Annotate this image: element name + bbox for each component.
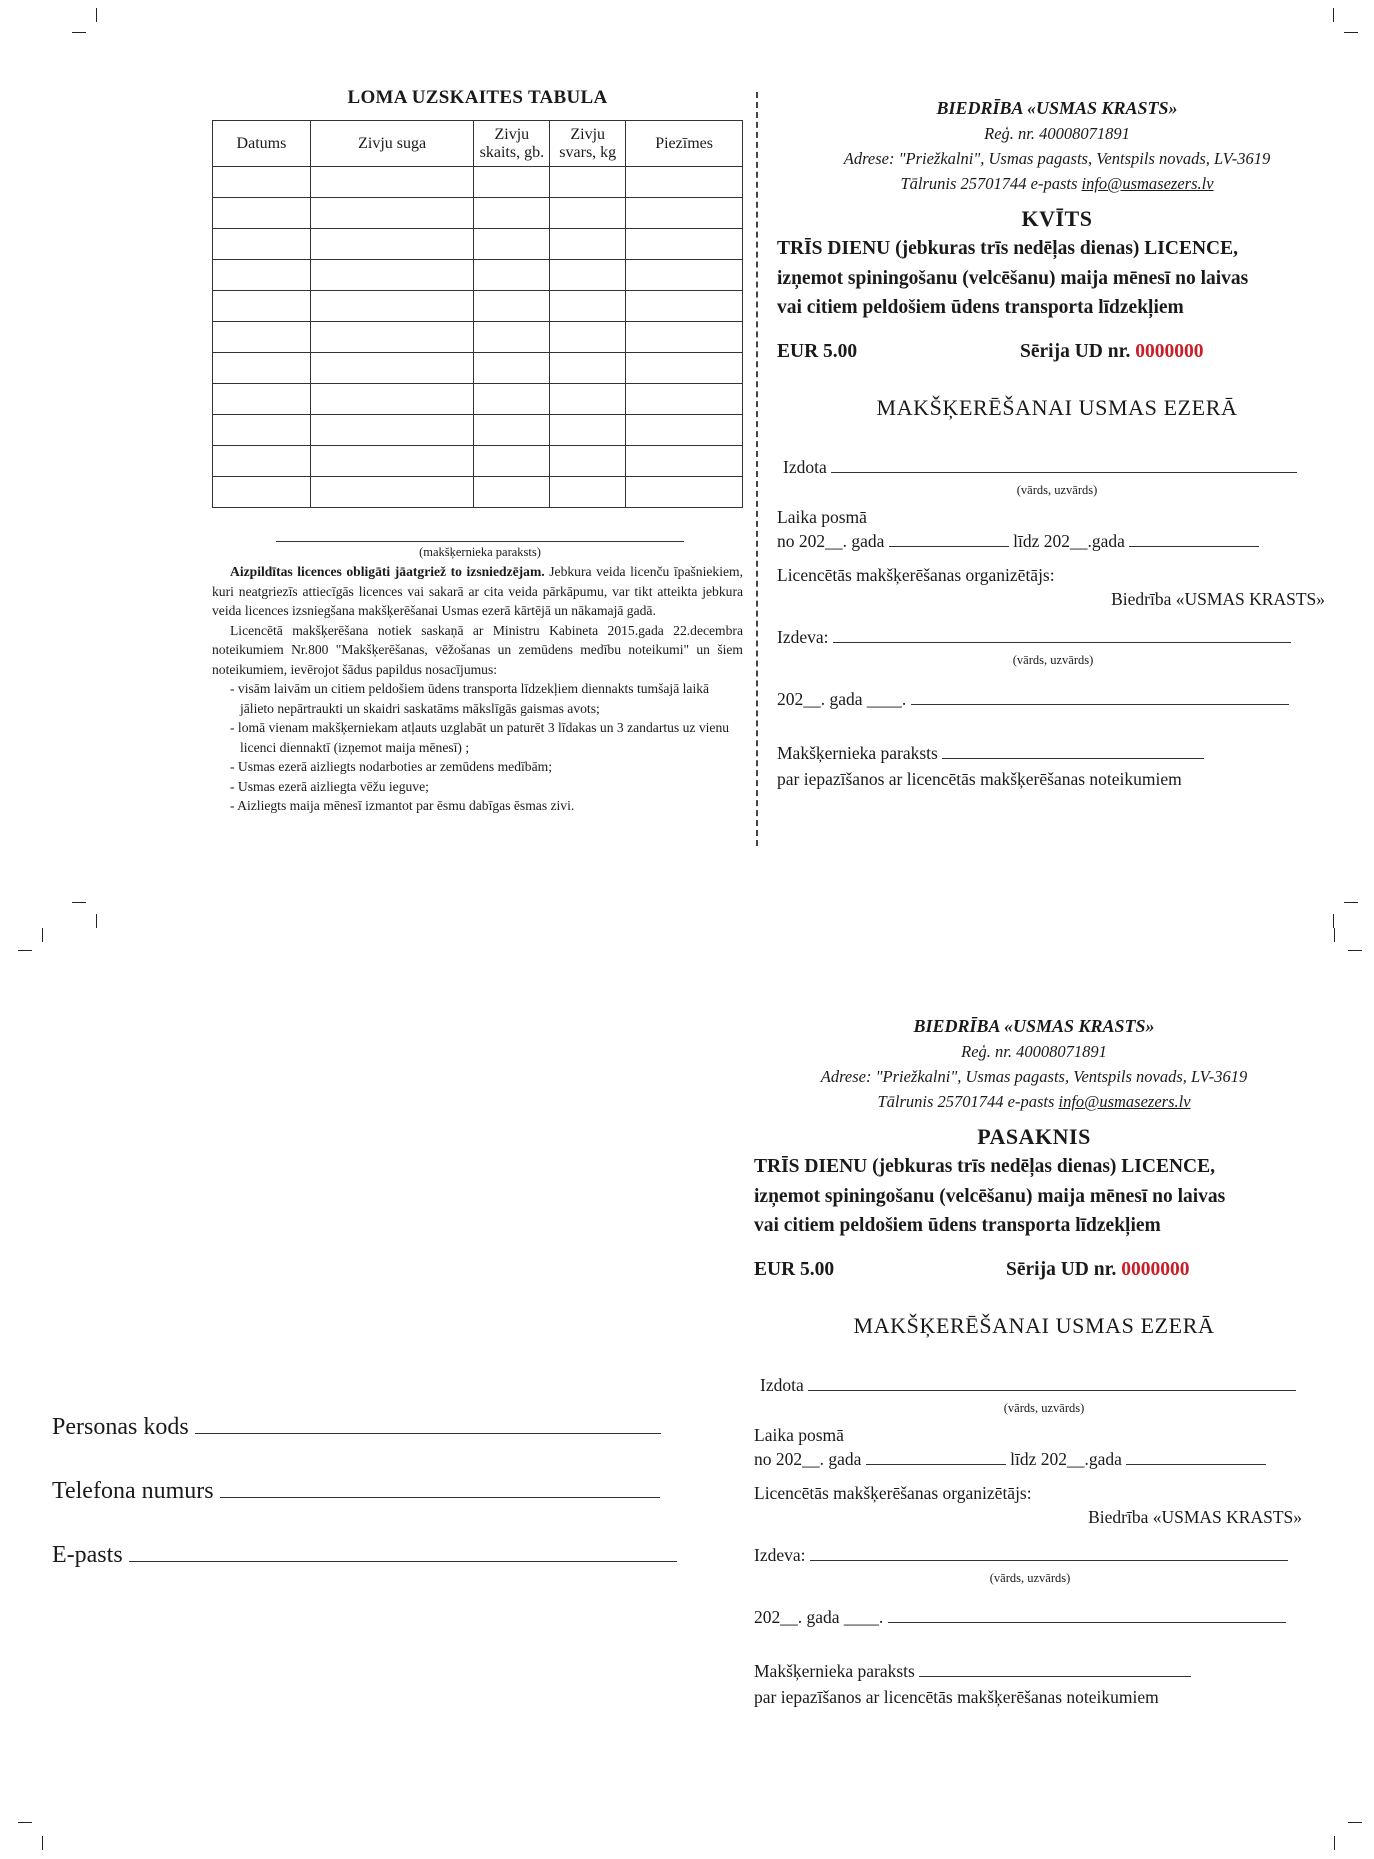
- series: [1006, 1259, 1189, 1281]
- org-address: Adrese: "Priežkalni", Usmas pagasts, Ventspils novads, LV-3619: [820, 1067, 1248, 1086]
- catch-cell[interactable]: [474, 260, 550, 291]
- price-row: [777, 341, 1337, 371]
- catch-row: [213, 291, 743, 322]
- crop-mark: [1344, 902, 1358, 903]
- catch-cell[interactable]: [550, 260, 626, 291]
- catch-cell[interactable]: [213, 291, 311, 322]
- angler-signature-line: [276, 541, 684, 542]
- crop-mark: [1348, 950, 1362, 951]
- crop-mark: [1344, 32, 1358, 33]
- catch-row: [213, 415, 743, 446]
- license-subtitle: MAKŠĶERĒŠANAI USMAS EZERĀ: [853, 1312, 1215, 1338]
- date-row: [777, 689, 1289, 710]
- catch-cell[interactable]: [310, 353, 474, 384]
- license-line: TRĪS DIENU (jebkuras trīs nedēļas dienas) LICENCE,: [754, 1156, 1216, 1177]
- catch-cell[interactable]: [310, 384, 474, 415]
- catch-col-header: Datums: [213, 121, 311, 167]
- crop-mark: [72, 902, 86, 903]
- org-contact-prefix: Tālrunis 25701744 e-pasts: [877, 1092, 1059, 1111]
- price: EUR 5.00: [777, 340, 858, 362]
- catch-cell[interactable]: [550, 291, 626, 322]
- issued-by-caption: (vārds, uzvārds): [1012, 652, 1094, 667]
- org-header: [777, 96, 1337, 196]
- catch-cell[interactable]: [310, 322, 474, 353]
- period-to: līdz 202__.gada: [1010, 1448, 1122, 1469]
- crop-mark: [96, 914, 97, 928]
- perforation-line: [756, 92, 758, 846]
- catch-row: [213, 353, 743, 384]
- org-contact: [777, 171, 1337, 196]
- crop-mark: [1333, 8, 1334, 22]
- issued-by-row: [777, 627, 1291, 648]
- org-contact: [754, 1089, 1314, 1114]
- issued-by-line[interactable]: [833, 627, 1291, 643]
- catch-cell[interactable]: [626, 384, 743, 415]
- license-line: izņemot spiningošanu (velcēšanu) maija mēnesī no laivas: [777, 267, 1249, 289]
- date-line[interactable]: [888, 1607, 1286, 1623]
- catch-cell[interactable]: [310, 198, 474, 229]
- catch-col-header: Zivju suga: [310, 121, 474, 167]
- license-description: [777, 234, 1337, 323]
- org-email-link[interactable]: info@usmasezers.lv: [1081, 174, 1214, 193]
- rules-lead: [212, 562, 743, 621]
- rules-item: - Aizliegts maija mēnesī izmantot par ēsmu dabīgas ēsmas zivi.: [230, 798, 575, 813]
- license-line: vai citiem peldošiem ūdens transporta līdzekļiem: [754, 1215, 1161, 1236]
- catch-cell[interactable]: [550, 384, 626, 415]
- catch-row: [213, 477, 743, 508]
- series-label: Sērija UD nr.: [1020, 340, 1136, 362]
- catch-cell[interactable]: [474, 198, 550, 229]
- catch-row: [213, 384, 743, 415]
- date-row: [754, 1607, 1286, 1628]
- catch-cell[interactable]: [550, 477, 626, 508]
- signature-label: Makšķernieka paraksts: [754, 1660, 915, 1681]
- signature-label: Makšķernieka paraksts: [777, 742, 938, 763]
- license-line: vai citiem peldošiem ūdens transporta līdzekļiem: [777, 297, 1184, 318]
- catch-cell[interactable]: [310, 415, 474, 446]
- catch-row: [213, 260, 743, 291]
- catch-cell[interactable]: [310, 291, 474, 322]
- email-row: [52, 1542, 677, 1569]
- series-number: 0000000: [1135, 340, 1204, 362]
- catch-cell[interactable]: [626, 322, 743, 353]
- organizer-name: Biedrība «USMAS KRASTS»: [1111, 588, 1325, 609]
- catch-cell[interactable]: [213, 198, 311, 229]
- signature-line[interactable]: [942, 743, 1204, 759]
- email-label: E-pasts: [52, 1542, 123, 1568]
- period-from: no 202__. gada: [777, 530, 885, 551]
- catch-cell[interactable]: [474, 322, 550, 353]
- catch-cell[interactable]: [626, 198, 743, 229]
- org-email-link[interactable]: info@usmasezers.lv: [1058, 1092, 1191, 1111]
- catch-cell[interactable]: [310, 229, 474, 260]
- catch-row: [213, 446, 743, 477]
- catch-cell[interactable]: [550, 353, 626, 384]
- catch-cell[interactable]: [474, 167, 550, 198]
- period-from: no 202__. gada: [754, 1448, 862, 1469]
- acknowledgement: par iepazīšanos ar licencētās makšķerēšanas noteikumiem: [754, 1686, 1159, 1707]
- issued-by-label: Izdeva:: [754, 1544, 806, 1565]
- issued-by-line[interactable]: [810, 1545, 1288, 1561]
- phone-row: [52, 1478, 660, 1505]
- crop-mark: [42, 1836, 43, 1850]
- catch-col-header: Zivju svars, kg: [550, 121, 626, 167]
- crop-mark: [18, 950, 32, 951]
- crop-mark: [42, 928, 43, 942]
- issued-to-label: Izdota: [783, 456, 827, 477]
- crop-mark: [1333, 914, 1334, 928]
- catch-cell[interactable]: [213, 415, 311, 446]
- rules-list: [230, 679, 743, 816]
- price-row: [754, 1259, 1314, 1289]
- license-subtitle: MAKŠĶERĒŠANAI USMAS EZERĀ: [876, 394, 1238, 420]
- issued-by-caption: (vārds, uzvārds): [989, 1570, 1071, 1585]
- catch-cell[interactable]: [310, 260, 474, 291]
- catch-cell[interactable]: [474, 477, 550, 508]
- catch-cell[interactable]: [626, 477, 743, 508]
- catch-cell[interactable]: [474, 353, 550, 384]
- signature-row: [777, 743, 1204, 764]
- period-from-line[interactable]: [889, 531, 1009, 547]
- crop-mark: [1334, 1836, 1335, 1850]
- org-reg: Reģ. nr. 40008071891: [984, 124, 1130, 143]
- organizer-label: Licencētās makšķerēšanas organizētājs:: [777, 564, 1055, 585]
- rules-text: [212, 562, 743, 816]
- signature-row: [754, 1661, 1191, 1682]
- catch-cell[interactable]: [474, 291, 550, 322]
- org-address: Adrese: "Priežkalni", Usmas pagasts, Ventspils novads, LV-3619: [843, 149, 1271, 168]
- catch-cell[interactable]: [626, 353, 743, 384]
- angler-signature-caption: (makšķernieka paraksts): [419, 545, 541, 559]
- rules-lead-rest: Jebkura veida licenču īpašniekiem, kuri neatgriezīs attiecīgās licences vai sakarā ar cita veida pārkāpumu, var tikt atteikta jebkura veida licences izsniegšana makšķerēšanai Usmas ezerā kārtējā un nākamajā gadā.: [212, 564, 743, 618]
- phone-label: Telefona numurs: [52, 1478, 214, 1504]
- personal-code-label: Personas kods: [52, 1414, 189, 1440]
- catch-cell[interactable]: [474, 446, 550, 477]
- rules-item: - lomā vienam makšķerniekam atļauts uzglabāt un paturēt 3 līdakas un 3 zandartus uz vienu licenci diennaktī (izņemot maija mēnesī) ;: [230, 720, 730, 755]
- catch-col-header: Piezīmes: [626, 121, 743, 167]
- catch-cell[interactable]: [626, 291, 743, 322]
- date-label: 202__. gada ____.: [754, 1606, 884, 1627]
- receipt-block: [777, 96, 1337, 801]
- crop-mark: [1348, 1822, 1362, 1823]
- date-line[interactable]: [911, 689, 1289, 705]
- license-description: [754, 1152, 1314, 1241]
- period-from-line[interactable]: [866, 1449, 1006, 1465]
- period-to-line[interactable]: [1129, 531, 1259, 547]
- stub-title: PASAKNIS: [977, 1124, 1091, 1149]
- org-header: [754, 1014, 1314, 1114]
- catch-cell[interactable]: [626, 446, 743, 477]
- org-name: BIEDRĪBA «USMAS KRASTS»: [936, 98, 1178, 118]
- phone-line[interactable]: [220, 1478, 660, 1498]
- stub-fields: [754, 1339, 1314, 1719]
- catch-cell[interactable]: [550, 446, 626, 477]
- catch-cell[interactable]: [213, 322, 311, 353]
- org-reg: Reģ. nr. 40008071891: [961, 1042, 1107, 1061]
- catch-row: [213, 198, 743, 229]
- acknowledgement: par iepazīšanos ar licencētās makšķerēšanas noteikumiem: [777, 768, 1182, 789]
- catch-table-title: LOMA UZSKAITES TABULA: [347, 87, 608, 108]
- catch-cell[interactable]: [213, 229, 311, 260]
- crop-mark: [1334, 928, 1335, 942]
- license-line: TRĪS DIENU (jebkuras trīs nedēļas dienas) LICENCE,: [777, 238, 1239, 259]
- period-label: Laika posmā: [777, 506, 867, 527]
- personal-code-row: [52, 1414, 661, 1441]
- issued-to-row: [760, 1375, 1296, 1396]
- rules-item: - visām laivām un citiem peldošiem ūdens transporta līdzekļiem diennakts tumšajā laikā jālieto nepārtraukti un skaidri saskatāms mākslīgās gaismas avots;: [230, 681, 710, 716]
- catch-cell[interactable]: [213, 446, 311, 477]
- receipt-fields: [777, 421, 1337, 801]
- issued-to-label: Izdota: [760, 1374, 804, 1395]
- crop-mark: [96, 8, 97, 22]
- rules-item: - Usmas ezerā aizliegts nodarboties ar zemūdens medībām;: [230, 759, 552, 774]
- catch-row: [213, 167, 743, 198]
- issued-to-line[interactable]: [808, 1375, 1296, 1391]
- catch-row: [213, 322, 743, 353]
- period-row: [754, 1449, 1266, 1470]
- crop-mark: [18, 1822, 32, 1823]
- license-line: izņemot spiningošanu (velcēšanu) maija mēnesī no laivas: [754, 1185, 1226, 1207]
- catch-col-header: Zivju skaits, gb.: [474, 121, 550, 167]
- catch-cell[interactable]: [550, 322, 626, 353]
- catch-cell[interactable]: [310, 167, 474, 198]
- series-label: Sērija UD nr.: [1006, 1258, 1122, 1280]
- rules-para2: Licencētā makšķerēšana notiek saskaņā ar Ministru Kabineta 2015.gada 22.decembra noteikumiem Nr.800 "Makšķerēšanas, vēžošanas un zemūdens medību noteikumi" un šiem noteikumiem, ievērojot šādus papildus nosacījumus:: [212, 622, 743, 677]
- period-to-line[interactable]: [1126, 1449, 1266, 1465]
- catch-cell[interactable]: [550, 229, 626, 260]
- catch-table: [212, 120, 743, 508]
- catch-cell[interactable]: [550, 198, 626, 229]
- catch-cell[interactable]: [626, 260, 743, 291]
- catch-cell[interactable]: [213, 260, 311, 291]
- organizer-label: Licencētās makšķerēšanas organizētājs:: [754, 1482, 1032, 1503]
- crop-mark: [72, 32, 86, 33]
- catch-cell[interactable]: [474, 415, 550, 446]
- catch-cell[interactable]: [310, 477, 474, 508]
- catch-cell[interactable]: [213, 384, 311, 415]
- org-contact-prefix: Tālrunis 25701744 e-pasts: [900, 174, 1082, 193]
- catch-cell[interactable]: [310, 446, 474, 477]
- organizer-name: Biedrība «USMAS KRASTS»: [1088, 1506, 1302, 1527]
- period-to: līdz 202__.gada: [1013, 530, 1125, 551]
- issued-to-row: [783, 457, 1297, 478]
- series: [1020, 341, 1203, 363]
- issued-to-caption: (vārds, uzvārds): [1003, 1400, 1085, 1415]
- catch-cell[interactable]: [474, 229, 550, 260]
- issued-to-caption: (vārds, uzvārds): [1016, 482, 1098, 497]
- period-row: [777, 531, 1259, 552]
- catch-cell[interactable]: [550, 167, 626, 198]
- rules-lead-bold: Aizpildītas licences obligāti jāatgriež to izsniedzējam.: [230, 564, 545, 579]
- receipt-title: KVĪTS: [1021, 206, 1093, 231]
- date-label: 202__. gada ____.: [777, 688, 907, 709]
- period-label: Laika posmā: [754, 1424, 844, 1445]
- issued-by-label: Izdeva:: [777, 626, 829, 647]
- catch-cell[interactable]: [626, 415, 743, 446]
- issued-by-row: [754, 1545, 1288, 1566]
- catch-cell[interactable]: [626, 167, 743, 198]
- catch-cell[interactable]: [474, 384, 550, 415]
- org-name: BIEDRĪBA «USMAS KRASTS»: [913, 1016, 1155, 1036]
- catch-cell[interactable]: [213, 353, 311, 384]
- price: EUR 5.00: [754, 1258, 835, 1280]
- email-line[interactable]: [129, 1542, 677, 1562]
- issued-to-line[interactable]: [831, 457, 1297, 473]
- catch-row: [213, 229, 743, 260]
- catch-cell[interactable]: [213, 477, 311, 508]
- catch-cell[interactable]: [213, 167, 311, 198]
- personal-code-line[interactable]: [195, 1414, 661, 1434]
- stub-block: [754, 1014, 1314, 1719]
- catch-cell[interactable]: [550, 415, 626, 446]
- catch-cell[interactable]: [626, 229, 743, 260]
- series-number: 0000000: [1121, 1258, 1190, 1280]
- rules-item: - Usmas ezerā aizliegta vēžu ieguve;: [230, 778, 429, 794]
- signature-line[interactable]: [919, 1661, 1191, 1677]
